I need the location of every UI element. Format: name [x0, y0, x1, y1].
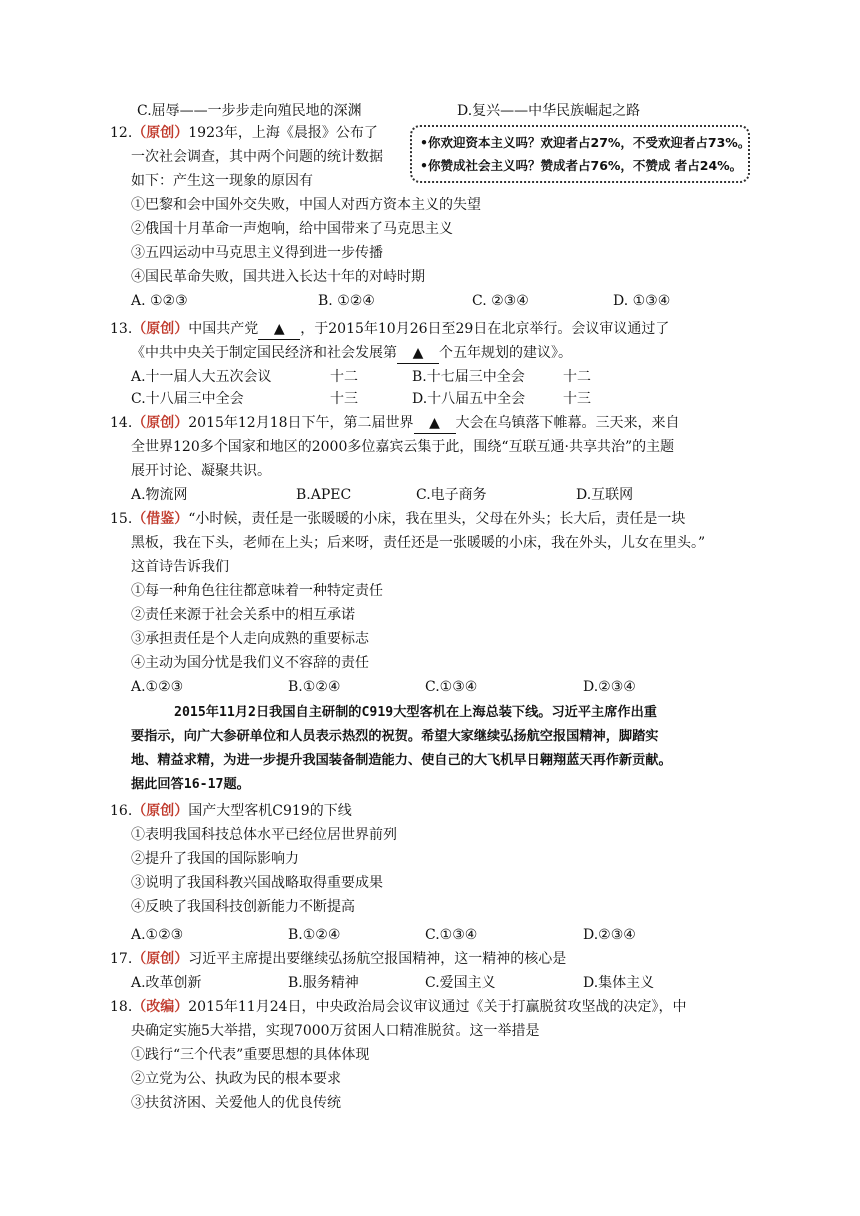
passage-line-1: 2015年11月2日我国自主研制的C919大型客机在上海总装下线。习近平主席作出重	[174, 705, 657, 720]
q13-text-b: ，于2015年10月26日至29日在北京举行。会议审议通过了	[300, 321, 670, 337]
survey-stat-2: •你赞成社会主义吗？赞成者占76%，不赞成 者占24%。	[420, 158, 743, 173]
q14-option-c: C.电子商务	[416, 487, 487, 503]
question-tag: （原创）	[132, 951, 189, 967]
q14-text-b: 大会在乌镇落下帷幕。三天来，来自	[455, 415, 680, 431]
q13-line-1	[110, 319, 669, 340]
q12-option-c: C. ②③④	[472, 293, 529, 309]
q14-option-a: A.物流网	[131, 487, 188, 503]
q17-option-b: B.服务精神	[288, 975, 359, 991]
q12-line-3: 如下：产生这一现象的原因有	[131, 173, 313, 189]
q17-option-c: C.爱国主义	[425, 975, 496, 991]
q15-line-2: 黑板，我在下头，老师在上头；后来呀，责任还是一张暖暖的小床，我在外头，儿女在里头。”	[131, 535, 706, 551]
passage-line-2: 要指示，向广大参研单位和人员表示热烈的祝贺。希望大家继续弘扬航空报国精神，脚踏实	[131, 729, 659, 744]
question-number: 13.	[110, 321, 133, 337]
question-number: 17.	[110, 951, 133, 967]
q13-text-c: 《中共中央关于制定国民经济和社会发展第	[131, 345, 397, 361]
q12-item-3: ③五四运动中马克思主义得到进一步传播	[131, 245, 383, 261]
q15-line-1	[110, 509, 685, 529]
q16-item-1: ①表明我国科技总体水平已经位居世界前列	[131, 827, 397, 843]
q15-item-3: ③承担责任是个人走向成熟的重要标志	[131, 631, 369, 647]
q12-option-b: B. ①②④	[318, 293, 375, 309]
q15-option-a: A.①②③	[131, 679, 184, 695]
answer-blank: ▲	[414, 413, 456, 434]
q13-option-d-number: 十三	[563, 391, 591, 407]
q12-item-4: ④国民革命失败，国共进入长达十年的对峙时期	[131, 269, 425, 285]
q14-line-3: 展开讨论、凝聚共识。	[131, 463, 271, 479]
q18-item-2: ②立党为公、执政为民的根本要求	[131, 1071, 341, 1087]
q16-line-1	[110, 801, 352, 821]
question-number: 16.	[110, 803, 133, 819]
passage-line-3: 地、精益求精，为进一步提升我国装备制造能力、使自己的大飞机早日翱翔蓝天再作新贡献。	[131, 753, 672, 768]
q15-item-1: ①每一种角色往往都意味着一种特定责任	[131, 583, 383, 599]
q15-option-d: D.②③④	[583, 679, 636, 695]
q16-item-4: ④反映了我国科技创新能力不断提高	[131, 899, 355, 915]
q16-text: 国产大型客机C919的下线	[188, 803, 352, 819]
q13-text-d: 个五年规划的建议》。	[439, 345, 572, 361]
q13-option-a: A.十一届人大五次会议	[131, 369, 272, 385]
q18-text: 2015年11月24日，中央政治局会议审议通过《关于打赢脱贫攻坚战的决定》，中	[188, 999, 687, 1015]
q13-option-b-number: 十二	[563, 369, 591, 385]
q16-option-c: C.①③④	[425, 927, 478, 943]
q15-line-3: 这首诗告诉我们	[131, 559, 229, 575]
q15-option-b: B.①②④	[288, 679, 341, 695]
q12-option-d: D. ①③④	[613, 293, 671, 309]
question-tag: （原创）	[132, 415, 189, 431]
answer-blank: ▲	[397, 343, 439, 364]
answer-blank: ▲	[258, 319, 300, 340]
question-number: 15.	[110, 511, 133, 527]
q11-option-c: C.屈辱——一步步走向殖民地的深渊	[137, 103, 362, 119]
q16-item-2: ②提升了我国的国际影响力	[131, 851, 299, 867]
q17-option-d: D.集体主义	[583, 975, 655, 991]
q17-option-a: A.改革创新	[131, 975, 202, 991]
q17-text: 习近平主席提出要继续弘扬航空报国精神，这一精神的核心是	[188, 951, 567, 967]
q12-line-1	[110, 123, 378, 143]
question-number: 12.	[110, 125, 133, 141]
q14-text-a: 2015年12月18日下午，第二届世界	[188, 415, 414, 431]
q13-option-b: B.十七届三中全会	[412, 369, 525, 385]
q16-option-a: A.①②③	[131, 927, 184, 943]
question-tag: （改编）	[132, 999, 189, 1015]
question-number: 14.	[110, 415, 133, 431]
q16-option-d: D.②③④	[583, 927, 636, 943]
q12-item-2: ②俄国十月革命一声炮响，给中国带来了马克思主义	[131, 221, 453, 237]
q12-line-2: 一次社会调查，其中两个问题的统计数据	[131, 149, 383, 165]
q18-item-3: ③扶贫济困、关爱他人的优良传统	[131, 1095, 341, 1111]
q14-line-1	[110, 413, 680, 434]
q15-item-2: ②责任来源于社会关系中的相互承诺	[131, 607, 355, 623]
q18-line-2: 央确定实施5大举措，实现7000万贫困人口精准脱贫。这一举措是	[131, 1023, 540, 1039]
survey-stats-box	[410, 125, 750, 183]
q17-line-1	[110, 949, 566, 969]
q11-option-d: D.复兴——中华民族崛起之路	[457, 103, 641, 119]
passage-line-4: 据此回答16-17题。	[131, 777, 250, 792]
q13-option-a-number: 十二	[330, 369, 358, 385]
q13-text-a: 中国共产党	[188, 321, 259, 337]
question-tag: （原创）	[132, 125, 189, 141]
question-tag: （借鉴）	[132, 511, 189, 527]
q13-option-c: C.十八届三中全会	[131, 391, 244, 407]
q18-item-1: ①践行“三个代表”重要思想的具体体现	[131, 1047, 370, 1063]
q13-option-c-number: 十三	[330, 391, 358, 407]
q13-line-2	[131, 343, 572, 364]
q15-text: “小时候，责任是一张暖暖的小床，我在里头，父母在外头；长大后，责任是一块	[188, 511, 686, 527]
survey-stat-1: •你欢迎资本主义吗？欢迎者占27%，不受欢迎者占73%。	[420, 135, 751, 150]
question-number: 18.	[110, 999, 133, 1015]
q16-item-3: ③说明了我国科教兴国战略取得重要成果	[131, 875, 383, 891]
question-tag: （原创）	[132, 321, 189, 337]
q18-line-1	[110, 997, 687, 1017]
question-tag: （原创）	[132, 803, 189, 819]
q12-item-1: ①巴黎和会中国外交失败，中国人对西方资本主义的失望	[131, 197, 481, 213]
q14-option-b: B.APEC	[296, 487, 352, 503]
q12-text: 1923年，上海《晨报》公布了	[188, 125, 378, 141]
q15-item-4: ④主动为国分忧是我们义不容辞的责任	[131, 655, 369, 671]
q16-option-b: B.①②④	[288, 927, 341, 943]
q13-option-d: D.十八届五中全会	[412, 391, 526, 407]
q12-option-a: A. ①②③	[131, 293, 188, 309]
q14-line-2: 全世界120多个国家和地区的2000多位嘉宾云集于此，围绕“互联互通·共享共治”的主题	[131, 439, 675, 455]
q15-option-c: C.①③④	[425, 679, 478, 695]
q14-option-d: D.互联网	[576, 487, 634, 503]
